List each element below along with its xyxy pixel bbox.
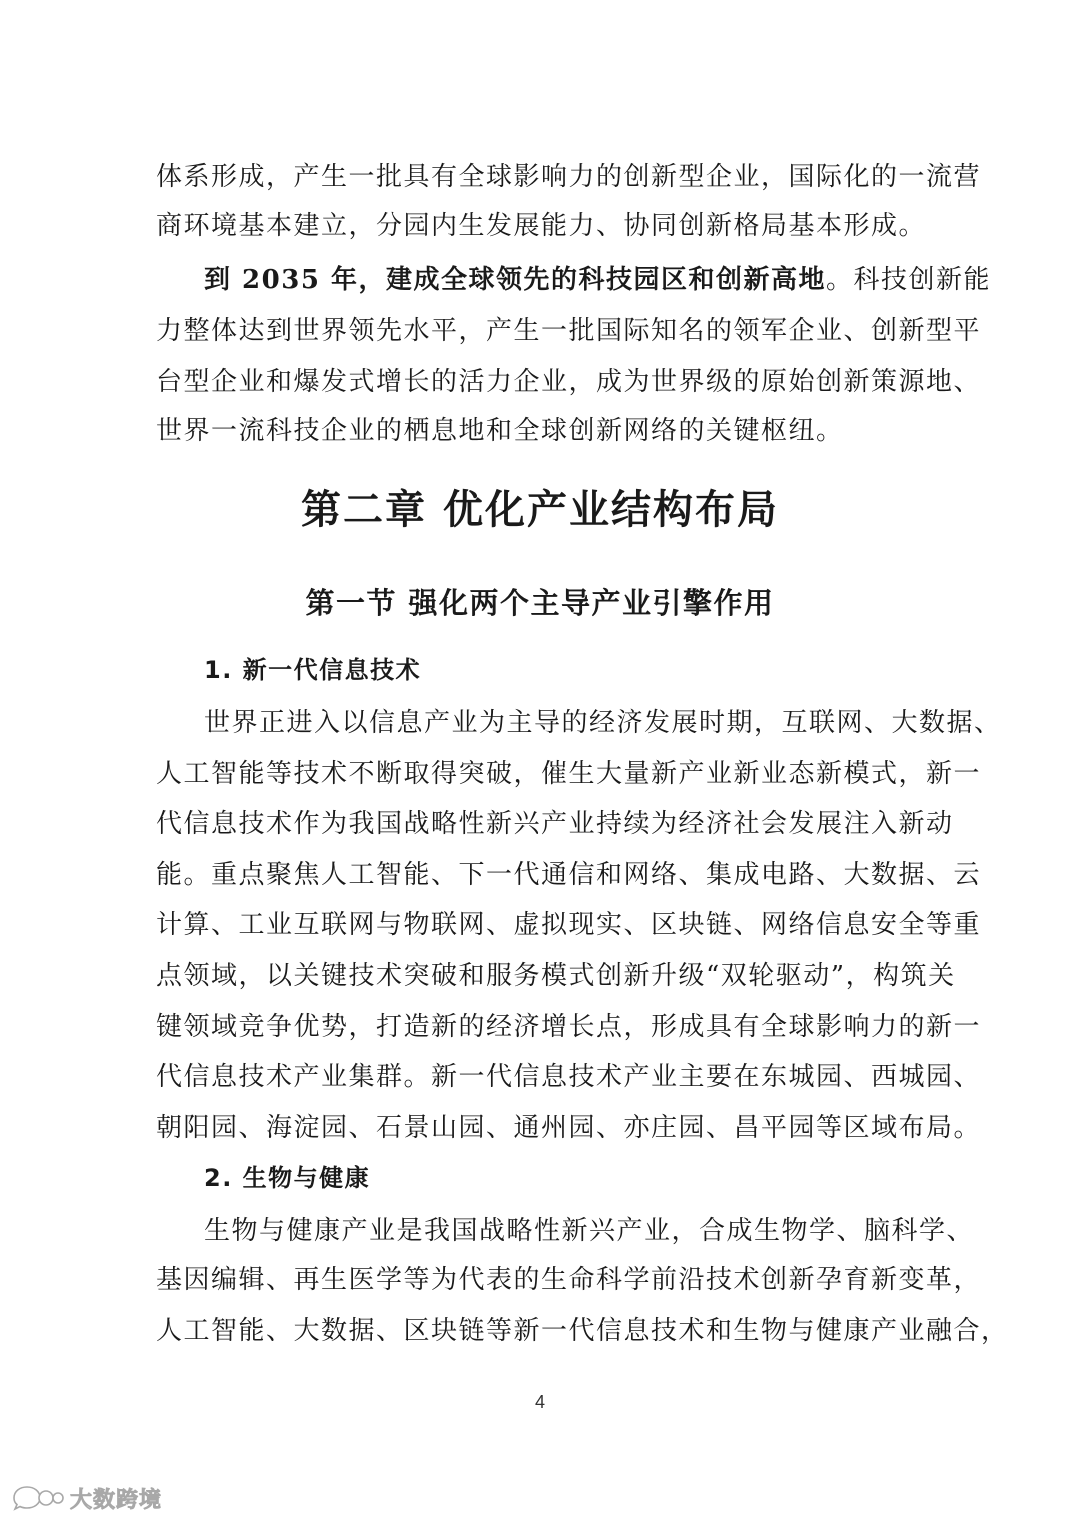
paragraph-line: 商环境基本建立，分园内生发展能力、协同创新格局基本形成。 xyxy=(156,211,927,241)
paragraph-line xyxy=(204,258,991,302)
paragraph-line: 朝阳园、海淀园、石景山园、通州园、亦庄园、昌平园等区域布局。 xyxy=(156,1113,982,1143)
paragraph-text: 。科技创新能 xyxy=(825,265,991,295)
paragraph-line: 计算、工业互联网与物联网、虚拟现实、区块链、网络信息安全等重 xyxy=(156,910,982,940)
bold-lead-text: 到 2035 年，建成全球领先的科技园区和创新高地 xyxy=(204,265,826,295)
paragraph-line: 能。重点聚焦人工智能、下一代通信和网络、集成电路、大数据、云 xyxy=(156,860,982,890)
paragraph-line: 世界一流科技企业的栖息地和全球创新网络的关键枢纽。 xyxy=(156,416,844,446)
watermark xyxy=(10,1480,162,1516)
paragraph-line: 基因编辑、再生医学等为代表的生命科学前沿技术创新孕育新变革， xyxy=(156,1265,982,1295)
paragraph-line: 力整体达到世界领先水平，产生一批国际知名的领军企业、创新型平 xyxy=(156,316,982,346)
subsection-heading: 2. 生物与健康 xyxy=(204,1164,371,1192)
paragraph-line: 生物与健康产业是我国战略性新兴产业，合成生物学、脑科学、 xyxy=(204,1216,975,1246)
speech-bubble-logo-icon xyxy=(10,1484,64,1512)
page-number: 4 xyxy=(534,1392,545,1412)
paragraph-line: 键领域竞争优势，打造新的经济增长点，形成具有全球影响力的新一 xyxy=(156,1012,982,1042)
chapter-title: 第二章 优化产业结构布局 xyxy=(301,487,779,533)
paragraph-line: 点领域，以关键技术突破和服务模式创新升级“双轮驱动”，构筑关 xyxy=(156,961,956,991)
paragraph-line: 代信息技术作为我国战略性新兴产业持续为经济社会发展注入新动 xyxy=(156,809,954,839)
paragraph-line: 台型企业和爆发式增长的活力企业，成为世界级的原始创新策源地、 xyxy=(156,367,982,397)
paragraph-line: 世界正进入以信息产业为主导的经济发展时期，互联网、大数据、 xyxy=(204,708,1002,738)
section-title: 第一节 强化两个主导产业引擎作用 xyxy=(305,586,775,620)
paragraph-line: 体系形成，产生一批具有全球影响力的创新型企业，国际化的一流营 xyxy=(156,162,982,192)
paragraph-line: 人工智能、大数据、区块链等新一代信息技术和生物与健康产业融合， xyxy=(156,1316,1009,1346)
watermark-text: 大数跨境 xyxy=(70,1487,163,1513)
paragraph-line: 人工智能等技术不断取得突破，催生大量新产业新业态新模式，新一 xyxy=(156,759,982,789)
paragraph-line: 代信息技术产业集群。新一代信息技术产业主要在东城园、西城园、 xyxy=(156,1062,982,1092)
subsection-heading: 1. 新一代信息技术 xyxy=(204,656,422,684)
